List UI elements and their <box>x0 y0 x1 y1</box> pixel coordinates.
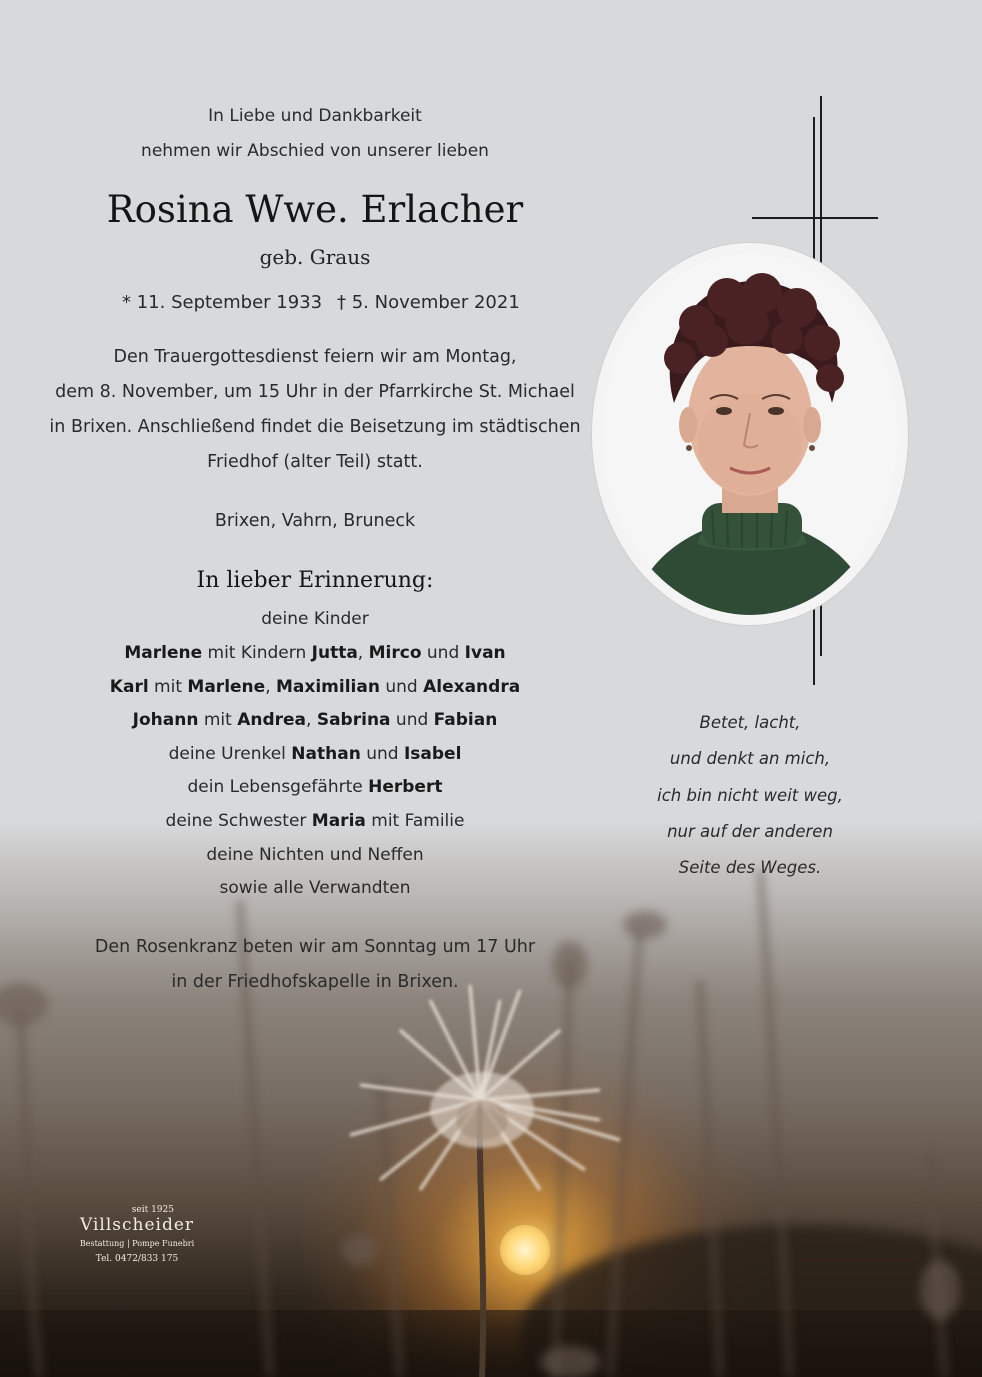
logo-subtitle: Bestattung | Pompe Funebri <box>79 1239 195 1248</box>
family-text: und <box>421 643 465 663</box>
family-name: Andrea <box>237 710 307 730</box>
family-text: , <box>265 677 276 697</box>
family-text: , <box>306 710 317 730</box>
death-date: † 5. November 2021 <box>337 292 520 313</box>
family-row-1 <box>40 643 590 663</box>
logo-name: Villscheider <box>79 1215 195 1235</box>
family-name: Fabian <box>433 710 498 730</box>
portrait-photo <box>602 253 898 615</box>
quote-line-3: ich bin nicht weit weg, <box>657 786 843 805</box>
family-text: deine Schwester <box>165 811 312 831</box>
family-name: Sabrina <box>316 710 391 730</box>
funeral-home-logo <box>62 1205 212 1264</box>
family-text: , <box>357 643 369 663</box>
places: Brixen, Vahrn, Bruneck <box>214 511 416 531</box>
intro-line-2: nehmen wir Abschied von unserer lieben <box>141 141 489 161</box>
family-name: Maximilian <box>276 677 380 697</box>
quote-line-5: Seite des Weges. <box>678 858 822 877</box>
family-text: und <box>379 677 424 697</box>
logo-since: seit 1925 <box>131 1205 174 1215</box>
service-line-2: dem 8. November, um 15 Uhr in der Pfarrkirche St. Michael <box>55 382 575 402</box>
family-name: Herbert <box>368 777 443 797</box>
service-line-4: Friedhof (alter Teil) statt. <box>207 452 423 472</box>
family-name: Jutta <box>311 643 358 663</box>
family-text: mit <box>198 710 238 730</box>
cross-horizontal-line <box>752 217 878 219</box>
family-row-5 <box>40 777 590 797</box>
family-name: Mirco <box>368 643 422 663</box>
children-label: deine Kinder <box>261 609 369 629</box>
family-text: dein Lebensgefährte <box>187 777 369 797</box>
service-line-3: in Brixen. Anschließend findet die Beisetzung im städtischen <box>49 417 581 437</box>
family-row-4 <box>40 744 590 764</box>
family-row-2 <box>40 677 590 697</box>
family-text: und <box>390 710 434 730</box>
deceased-name: Rosina Wwe. Erlacher <box>106 188 524 231</box>
family-name: Ivan <box>464 643 506 663</box>
family-text: deine Urenkel <box>168 744 292 764</box>
family-name: Alexandra <box>423 677 521 697</box>
family-name: Marlene <box>124 643 203 663</box>
family-name: Karl <box>109 677 149 697</box>
memory-title: In lieber Erinnerung: <box>196 568 434 593</box>
family-name: Nathan <box>291 744 361 764</box>
intro-line-1: In Liebe und Dankbarkeit <box>208 106 422 126</box>
family-text: und <box>360 744 404 764</box>
rosary-line-1: Den Rosenkranz beten wir am Sonntag um 17 Uhr <box>94 937 536 957</box>
family-row-7: deine Nichten und Neffen <box>206 845 424 865</box>
quote-line-4: nur auf der anderen <box>667 822 833 841</box>
family-name: Johann <box>132 710 199 730</box>
family-name: Isabel <box>403 744 462 764</box>
family-text: mit Kindern <box>202 643 312 663</box>
family-text: mit <box>148 677 188 697</box>
rosary-line-2: in der Friedhofskapelle in Brixen. <box>171 972 459 992</box>
family-text: mit Familie <box>365 811 465 831</box>
family-row-8: sowie alle Verwandten <box>219 878 411 898</box>
birth-name: geb. Graus <box>259 245 371 269</box>
logo-phone: Tel. 0472/833 175 <box>95 1254 179 1264</box>
quote-line-1: Betet, lacht, <box>699 713 801 732</box>
family-row-6 <box>40 811 590 831</box>
quote-line-2: und denkt an mich, <box>669 749 831 768</box>
family-row-3 <box>40 710 590 730</box>
service-line-1: Den Trauergottesdienst feiern wir am Montag, <box>113 347 517 367</box>
family-name: Maria <box>311 811 366 831</box>
family-name: Marlene <box>187 677 266 697</box>
birth-date: * 11. September 1933 <box>122 292 323 313</box>
